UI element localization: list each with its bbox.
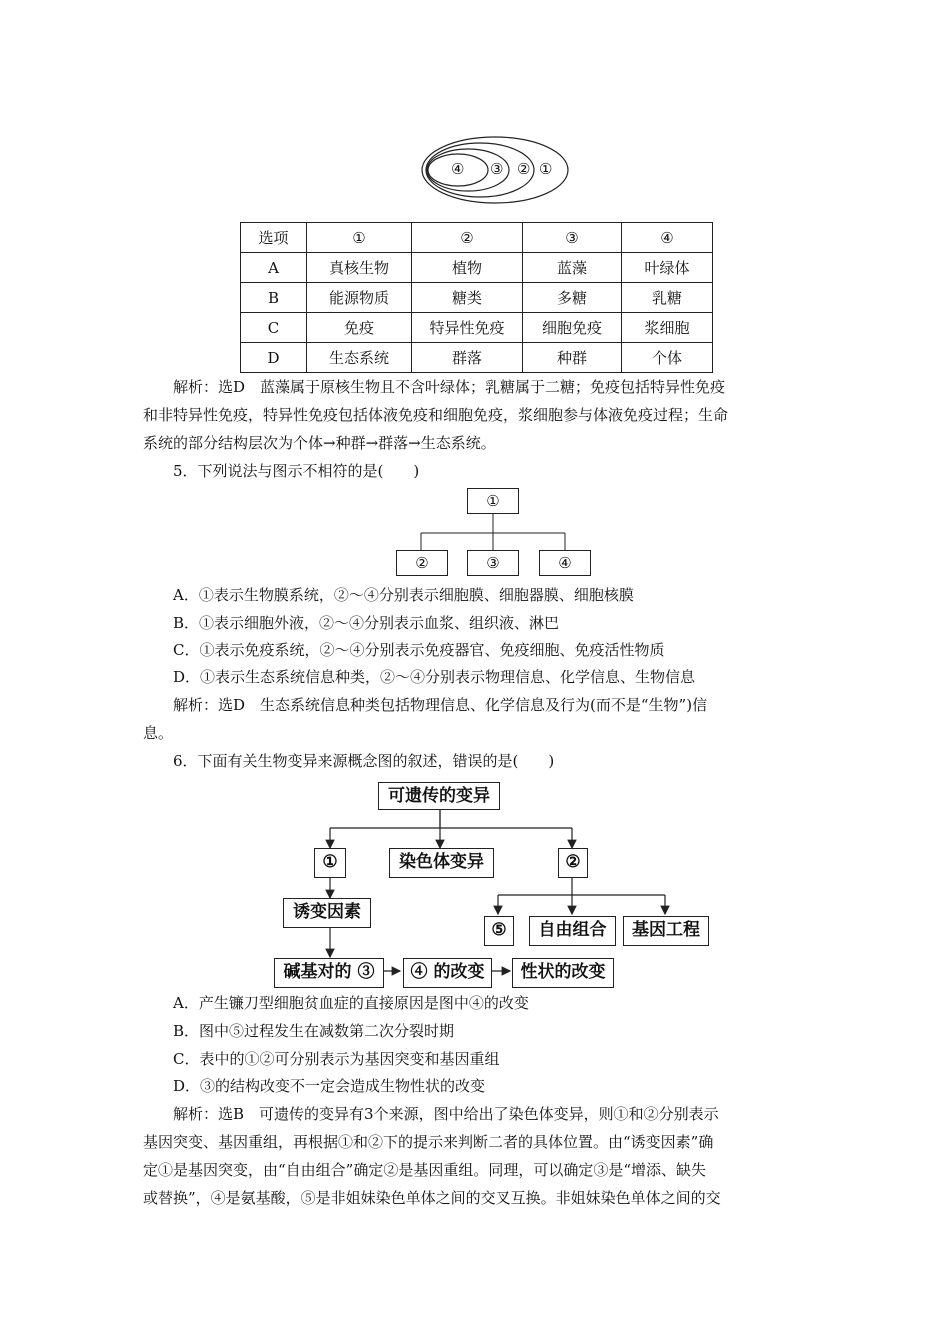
q4-analysis-line: 和非特异性免疫，特异性免疫包括体液免疫和细胞免疫，浆细胞参与体液免疫过程；生命 bbox=[143, 406, 729, 424]
q5-box-child: ④ bbox=[539, 550, 591, 576]
q6-root-box: 可遗传的变异 bbox=[378, 782, 500, 810]
q6-mutagen-box: 诱变因素 bbox=[283, 898, 371, 928]
table-cell: 种群 bbox=[523, 343, 622, 373]
q5-analysis-line: 解析：选D 生态系统信息种类包括物理信息、化学信息及行为(而不是“生物”)信 bbox=[173, 696, 708, 714]
q4-analysis-line: 系统的部分结构层次为个体→种群→群落→生态系统。 bbox=[143, 434, 496, 452]
q5-option-b: B．①表示细胞外液，②～④分别表示血浆、组织液、淋巴 bbox=[173, 614, 560, 632]
table-cell: B bbox=[241, 283, 307, 313]
q5-option-d: D．①表示生态系统信息种类，②～④分别表示物理信息、化学信息、生物信息 bbox=[173, 668, 696, 686]
table-cell: 群落 bbox=[412, 343, 523, 373]
table-cell: 细胞免疫 bbox=[523, 313, 622, 343]
table-row bbox=[241, 253, 713, 283]
q6-analysis-line: 定①是基因突变，由“自由组合”确定②是基因重组。同理，可以确定③是“增添、缺失 bbox=[143, 1161, 707, 1179]
table-header-cell: ① bbox=[307, 223, 412, 253]
q6-option-a: A．产生镰刀型细胞贫血症的直接原因是图中④的改变 bbox=[173, 994, 529, 1012]
options-table bbox=[240, 222, 713, 373]
table-row bbox=[241, 313, 713, 343]
q5-box-child: ② bbox=[396, 550, 448, 576]
table-cell: 多糖 bbox=[523, 283, 622, 313]
table-header-cell: ③ bbox=[523, 223, 622, 253]
table-cell: 乳糖 bbox=[622, 283, 713, 313]
table-header-cell: ④ bbox=[622, 223, 713, 253]
table-row bbox=[241, 283, 713, 313]
q6-free-combination-box: 自由组合 bbox=[529, 916, 616, 946]
q6-analysis-line: 基因突变、基因重组，再根据①和②下的提示来判断二者的具体位置。由“诱变因素”确 bbox=[143, 1133, 714, 1151]
ellipse-label-1: ① bbox=[539, 160, 553, 178]
table-cell: 生态系统 bbox=[307, 343, 412, 373]
table-cell: 免疫 bbox=[307, 313, 412, 343]
q6-chromosome-box: 染色体变异 bbox=[389, 848, 494, 878]
q6-option-b: B．图中⑤过程发生在减数第二次分裂时期 bbox=[173, 1022, 455, 1040]
q6-base-pair-box: 碱基对的 ③ bbox=[274, 958, 384, 988]
q6-stem: 6．下面有关生物变异来源概念图的叙述，错误的是( ) bbox=[173, 752, 555, 770]
table-cell: 植物 bbox=[412, 253, 523, 283]
ellipse-label-4: ④ bbox=[451, 160, 465, 178]
table-header-cell: ② bbox=[412, 223, 523, 253]
q6-amino-acid-box: ④ 的改变 bbox=[403, 958, 492, 988]
table-cell: 特异性免疫 bbox=[412, 313, 523, 343]
q6-node-2: ② bbox=[558, 848, 588, 878]
table-row bbox=[241, 343, 713, 373]
table-header-cell: 选项 bbox=[241, 223, 307, 253]
q6-genetic-engineering-box: 基因工程 bbox=[623, 916, 709, 946]
table-cell: D bbox=[241, 343, 307, 373]
q6-option-d: D．③的结构改变不一定会造成生物性状的改变 bbox=[173, 1077, 486, 1095]
table-cell: 浆细胞 bbox=[622, 313, 713, 343]
table-cell: C bbox=[241, 313, 307, 343]
table-cell: 叶绿体 bbox=[622, 253, 713, 283]
table-cell: A bbox=[241, 253, 307, 283]
q6-analysis-line: 或替换”，④是氨基酸，⑤是非姐妹染色单体之间的交叉互换。非姐妹染色单体之间的交 bbox=[143, 1189, 721, 1207]
q4-analysis-line: 解析：选D 蓝藻属于原核生物且不含叶绿体；乳糖属于二糖；免疫包括特异性免疫 bbox=[173, 378, 726, 396]
ellipse-label-3: ③ bbox=[490, 160, 504, 178]
q5-option-a: A．①表示生物膜系统，②～④分别表示细胞膜、细胞器膜、细胞核膜 bbox=[173, 586, 634, 604]
q5-box-child: ③ bbox=[467, 550, 519, 576]
q6-option-c: C．表中的①②可分别表示为基因突变和基因重组 bbox=[173, 1050, 500, 1068]
table-cell: 能源物质 bbox=[307, 283, 412, 313]
q5-analysis-line: 息。 bbox=[143, 724, 174, 742]
table-cell: 个体 bbox=[622, 343, 713, 373]
q6-node-1: ① bbox=[314, 848, 346, 878]
q6-trait-box: 性状的改变 bbox=[512, 958, 614, 988]
q5-stem: 5．下列说法与图示不相符的是( ) bbox=[173, 462, 420, 480]
table-header-row bbox=[241, 223, 713, 253]
ellipse-label-2: ② bbox=[517, 160, 531, 178]
table-cell: 蓝藻 bbox=[523, 253, 622, 283]
table-cell: 糖类 bbox=[412, 283, 523, 313]
q5-option-c: C．①表示免疫系统，②～④分别表示免疫器官、免疫细胞、免疫活性物质 bbox=[173, 641, 665, 659]
q5-box-top: ① bbox=[467, 488, 519, 514]
q6-analysis-line: 解析：选B 可遗传的变异有3个来源，图中给出了染色体变异，则①和②分别表示 bbox=[173, 1105, 719, 1123]
table-cell: 真核生物 bbox=[307, 253, 412, 283]
q6-node-5: ⑤ bbox=[484, 916, 514, 946]
